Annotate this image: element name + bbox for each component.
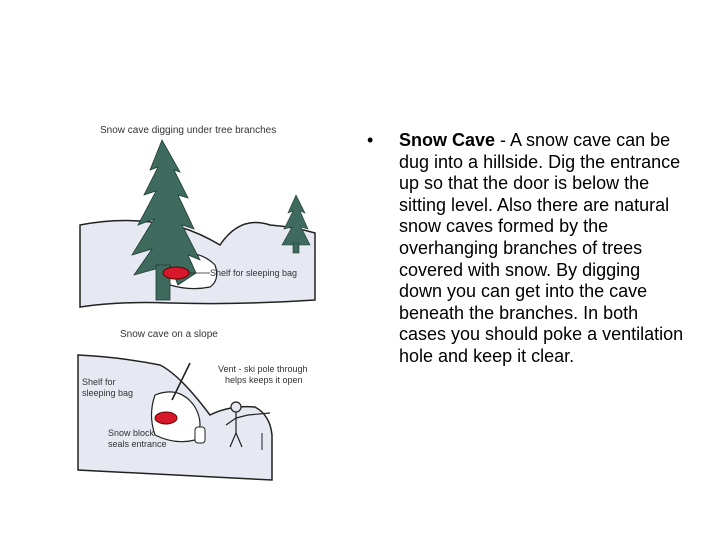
bullet-marker: •	[367, 130, 374, 150]
bullet-list	[367, 130, 687, 368]
vent-label-line2: helps keeps it open	[225, 375, 303, 385]
bullet-text	[399, 130, 687, 368]
snow-cave-illustration	[70, 115, 320, 485]
snow-cave-diagram	[70, 115, 320, 485]
block-label-line2: seals entrance	[108, 439, 167, 449]
pine-tree-small	[282, 195, 310, 253]
vent-label-line1: Vent - ski pole through	[218, 364, 308, 374]
top-diagram-caption: Snow cave digging under tree branches	[100, 125, 277, 136]
snow-block	[195, 427, 205, 443]
shelf-label-bottom-line2: sleeping bag	[82, 388, 134, 398]
block-label-line1: Snow block	[108, 428, 155, 438]
sleeping-bag-top	[163, 267, 189, 279]
bullet-body: - A snow cave can be dug into a hillside. Dig the entrance up so that the door is below the sitting level. Also there are natural snow caves formed by the overhanging branches of trees covered with snow. By digging down you can get into the cave beneath the branches. In both cases you should poke a ventilation hole and keep it clear.	[399, 130, 684, 366]
bullet-term: Snow Cave	[399, 130, 496, 150]
shelf-label-top: Shelf for sleeping bag	[210, 268, 298, 278]
bullet-item	[367, 130, 687, 368]
bottom-diagram-caption: Snow cave on a slope	[120, 329, 218, 340]
shelf-label-bottom-line1: Shelf for	[82, 377, 116, 387]
sleeping-bag-bottom	[155, 412, 177, 424]
